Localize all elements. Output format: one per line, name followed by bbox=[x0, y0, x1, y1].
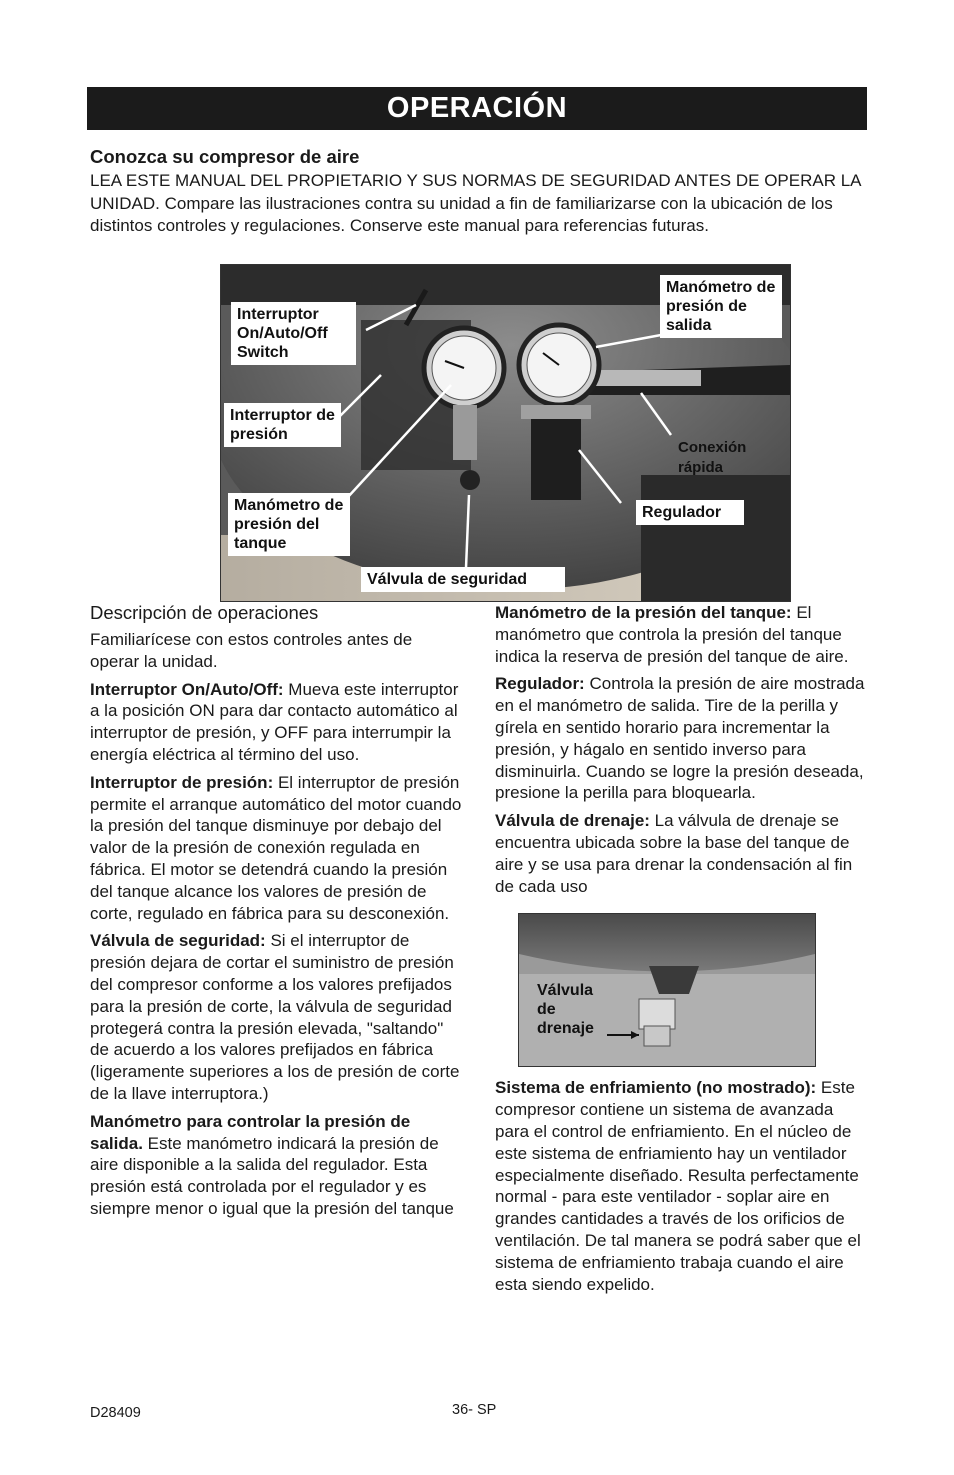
label-pressure-switch: Interruptor de presión bbox=[224, 403, 341, 447]
doc-code: D28409 bbox=[90, 1405, 141, 1421]
op-item-safety-valve bbox=[90, 930, 462, 1104]
op-term: Sistema de enfriamiento (no mostrado): bbox=[495, 1078, 817, 1098]
operations-right-column bbox=[495, 602, 867, 1301]
op-text: El manómetro que controla la presión del tanque indica la reserva de presión del tanque de aire. bbox=[495, 603, 849, 666]
label-outlet-gauge: Manómetro de presión de salida bbox=[660, 275, 782, 338]
label-drain-valve: Válvula de drenaje bbox=[537, 982, 594, 1038]
op-item-regulator bbox=[495, 673, 867, 804]
op-text: La válvula de drenaje se encuentra ubicada sobre la base del tanque de aire y se usa para drenar la condensación al fin de cada uso bbox=[495, 811, 853, 896]
page-number: 36- SP bbox=[452, 1402, 497, 1418]
op-item-cooling-system bbox=[495, 1077, 867, 1295]
op-item-switch bbox=[90, 679, 462, 766]
op-term: Válvula de seguridad: bbox=[90, 931, 266, 951]
op-item-drain-valve bbox=[495, 810, 867, 897]
op-text: Controla la presión de aire mostrada en el manómetro de salida. Tire de la perilla y gírela en sentido horario para incrementar la presión, y hágalo en sentido inverso para disminuirla. Cuando se logre la presión deseada, presione la perilla para bloquearla. bbox=[495, 674, 865, 803]
page-title: OPERACIÓN bbox=[87, 87, 867, 130]
operations-intro: Familiarícese con estos controles antes de operar la unidad. bbox=[90, 630, 413, 671]
op-term: Manómetro para controlar la presión de salida. bbox=[90, 1111, 411, 1153]
compressor-photo bbox=[220, 264, 791, 602]
label-tank-gauge: Manómetro de presión del tanque bbox=[228, 493, 350, 556]
op-term: Interruptor On/Auto/Off: bbox=[90, 679, 284, 699]
op-text: Este manómetro indicará la presión de aire disponible a la salida del regulador. Esta presión está controlada por el regulador y es siempre menor o igual que la presión del tanque bbox=[90, 1133, 454, 1218]
op-term: Regulador: bbox=[495, 674, 585, 694]
label-quick-connect: Conexión rápida bbox=[678, 439, 747, 476]
op-text: Mueva este interruptor a la posición ON para dar contacto automático al interruptor de presión, y OFF para interrumpir la energía eléctrica al término del uso. bbox=[90, 679, 459, 764]
op-term: Interruptor de presión: bbox=[90, 772, 274, 792]
label-switch: Interruptor On/Auto/Off Switch bbox=[231, 302, 356, 365]
op-text: El interruptor de presión permite el arranque automático del motor cuando la presión del tanque disminuye por debajo del valor de la presión de conexión regulada en fábrica. El motor se detendrá cuando la presión del tanque alcance los valores de presión de corte, regulado en fábrica para su desconexión. bbox=[90, 772, 462, 923]
intro-heading: Conozca su compresor de aire bbox=[90, 146, 360, 167]
intro-section bbox=[90, 146, 866, 238]
drain-valve-photo bbox=[518, 913, 816, 1067]
op-term: Válvula de drenaje: bbox=[495, 811, 650, 831]
operations-heading: Descripción de operaciones bbox=[90, 602, 319, 623]
intro-body: LEA ESTE MANUAL DEL PROPIETARIO Y SUS NORMAS DE SEGURIDAD ANTES DE OPERAR LA UNIDAD. Compare las ilustraciones contra su unidad a fin de familiarizarse con la ubicación de los distintos controles y regulaciones. Conserve este manual para referencias futuras. bbox=[90, 171, 861, 235]
op-text: Si el interruptor de presión dejara de cortar el suministro de presión del compresor conforme a los valores prefijados para la presión de corte, la válvula de seguridad protegerá contra la presión elevada, "saltando" de acuerdo a los valores prefijados en fábrica (ligeramente superiores a los de presión de corte de la llave interruptora.) bbox=[90, 931, 460, 1103]
op-item-pressure-switch bbox=[90, 772, 462, 925]
op-item-outlet-gauge bbox=[90, 1111, 462, 1220]
op-term: Manómetro de la presión del tanque: bbox=[495, 603, 792, 622]
label-regulator: Regulador bbox=[636, 500, 744, 525]
op-text: Este compresor contiene un sistema de avanzada para el control de enfriamiento. En el núcleo de este sistema de enfriamiento hay un ventilador especialmente diseñado. Resulta perfectamente normal - para este ventilador - soplar aire en grandes cantidades a través de los orificios de ventilación. De tal manera se podrá saber que el sistema de enfriamiento trabaja cuando el aire esta siendo expelido. bbox=[495, 1078, 861, 1294]
label-safety-valve: Válvula de seguridad bbox=[361, 567, 565, 592]
op-item-tank-gauge bbox=[495, 602, 867, 667]
operations-left-column bbox=[90, 602, 462, 1226]
